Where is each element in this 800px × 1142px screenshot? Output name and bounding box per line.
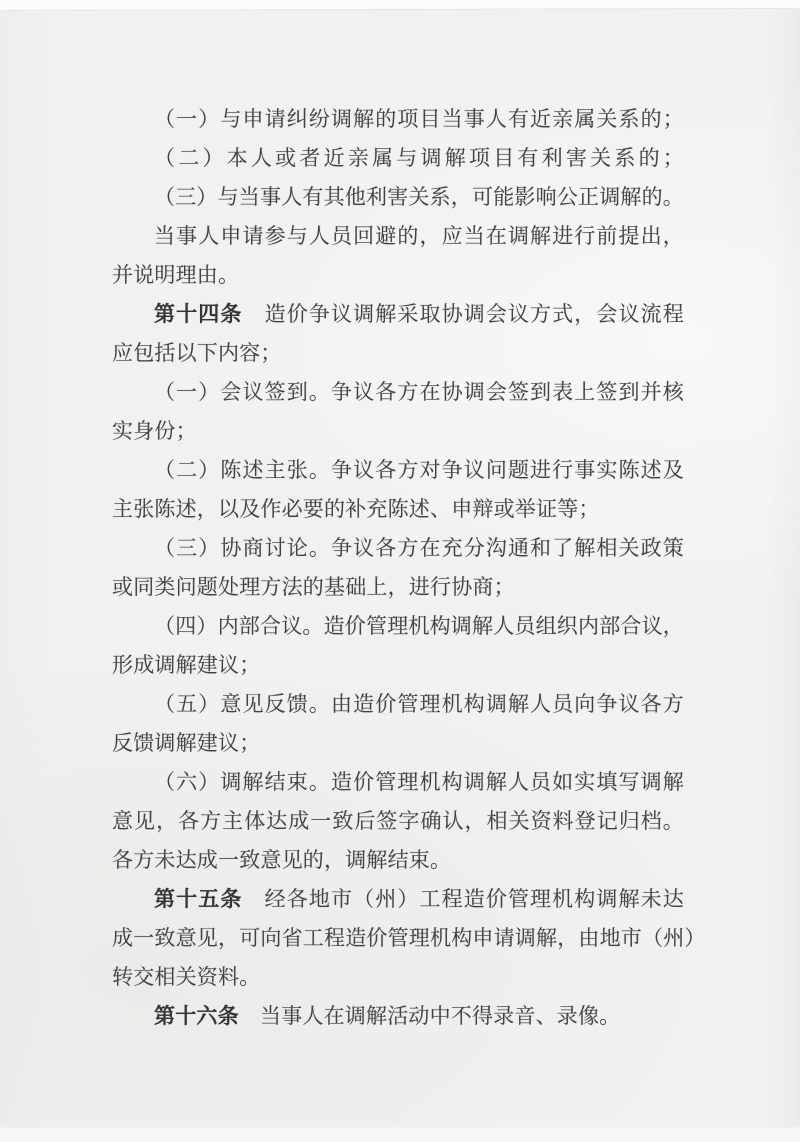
text-segment: 造价争议调解采取协调会议方式，会议流程 [242,302,684,326]
text-line [112,607,684,646]
text-segment: 意见，各方主体达成一致后签字确认，相关资料登记归档。 [112,809,684,833]
text-line [112,334,684,373]
page-bottom-edge [0,1127,800,1142]
text-line [112,490,684,529]
document-body [112,100,706,1036]
text-line [112,451,684,490]
article-number: 第十五条 [154,887,243,911]
page-top-edge [0,0,800,11]
paragraph [112,880,706,997]
text-segment: 并说明理由。 [112,263,240,287]
text-segment: （二）陈述主张。争议各方对争议问题进行事实陈述及 [154,458,684,482]
paragraph [112,217,684,295]
text-segment: （三）与当事人有其他利害关系，可能影响公正调解的。 [154,185,684,209]
text-segment: 成一致意见，可向省工程造价管理机构申请调解，由地市（州） [112,926,706,950]
text-line [112,295,684,334]
text-line [112,568,684,607]
text-segment: 当事人申请参与人员回避的，应当在调解进行前提出， [154,224,684,248]
text-line [112,217,684,256]
text-line [112,100,684,139]
paragraph [112,763,684,880]
text-segment: 实身份； [112,419,197,443]
text-segment: 经各地市（州）工程造价管理机构调解未达 [242,887,684,911]
paragraph [112,178,684,217]
text-segment: （一）会议签到。争议各方在协调会签到表上签到并核 [154,380,684,404]
text-line [112,802,684,841]
text-line [112,256,684,295]
text-segment: 应包括以下内容； [112,341,282,365]
text-line [112,139,684,178]
text-segment: 形成调解建议； [112,653,261,677]
text-segment: （五）意见反馈。由造价管理机构调解人员向争议各方 [154,692,684,716]
text-segment: 各方未达成一致意见的，调解结束。 [112,848,452,872]
text-line [112,997,684,1036]
text-segment: 当事人在调解活动中不得录音、录像。 [238,1004,621,1028]
text-line [112,178,684,217]
paragraph [112,295,684,373]
text-line [112,919,706,958]
text-line [112,958,684,997]
paragraph [112,529,684,607]
article-number: 第十六条 [154,1004,239,1028]
text-segment: （六）调解结束。造价管理机构调解人员如实填写调解 [154,770,684,794]
paragraph [112,451,684,529]
article-number: 第十四条 [154,302,243,326]
text-line [112,685,684,724]
paragraph [112,100,684,139]
paragraph [112,685,684,763]
text-segment: （一）与申请纠纷调解的项目当事人有近亲属关系的； [154,107,684,131]
text-line [112,646,684,685]
text-segment: （三）协商讨论。争议各方在充分沟通和了解相关政策 [154,536,684,560]
paragraph [112,997,684,1036]
paragraph [112,139,684,178]
text-line [112,412,684,451]
text-segment: 转交相关资料。 [112,965,261,989]
text-segment: 或同类问题处理方法的基础上，进行协商； [112,575,515,599]
paragraph [112,607,684,685]
text-line [112,529,684,568]
text-line [112,724,684,763]
text-segment: 反馈调解建议； [112,731,261,755]
paragraph [112,373,684,451]
text-line [112,373,684,412]
text-line [112,763,684,802]
text-segment: （二）本人或者近亲属与调解项目有利害关系的； [154,146,684,170]
text-segment: 主张陈述，以及作必要的补充陈述、申辩或举证等； [112,497,600,521]
text-segment: （四）内部合议。造价管理机构调解人员组织内部合议， [154,614,684,638]
text-line [112,880,684,919]
text-line [112,841,684,880]
